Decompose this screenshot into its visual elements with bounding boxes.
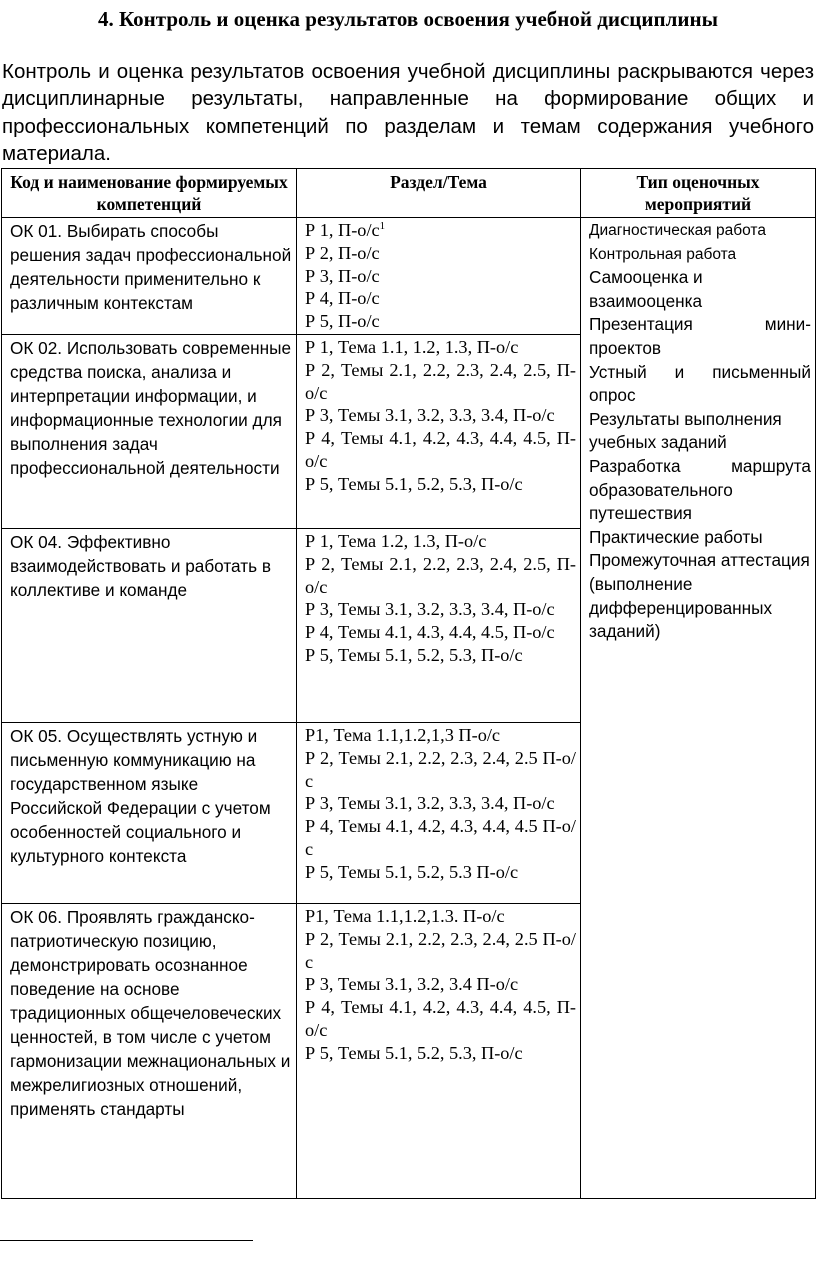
assessment-table (1, 168, 816, 1199)
topic-cell (297, 218, 581, 335)
topic-line: Р 5, Темы 5.1, 5.2, 5.3 П-о/с (305, 861, 519, 882)
topic-line: Р 2, Темы 2.1, 2.2, 2.3, 2.4, 2.5, П-о/с (305, 553, 576, 597)
topic-line: Р 5, П-о/с (305, 311, 380, 332)
table-row (2, 218, 816, 335)
footnote-separator (0, 1240, 253, 1241)
header-topic: Раздел/Тема (297, 169, 581, 218)
topic-line: Р 5, Темы 5.1, 5.2, 5.3, П-о/с (305, 473, 523, 494)
topic-line: Р 2, П-о/с (305, 242, 380, 263)
assessment-item: Результаты выполнения учебных заданий (589, 408, 782, 453)
competence-cell: ОК 05. Осуществлять устную и письменную коммуникацию на государственном языке Российской Федерации с учетом особенностей социального и культурного контекста (2, 723, 297, 904)
topic-line: Р 1, Тема 1.1, 1.2, 1.3, П-о/с (305, 337, 519, 357)
topic-line: Р 5, Темы 5.1, 5.2, 5.3, П-о/с (305, 644, 523, 665)
intro-paragraph: Контроль и оценка результатов освоения учебной дисциплины раскрываются через дисциплинарные результаты, направленные на формирование общих и профессиональных компетенций по разделам и темам содержания учебного материала. (2, 60, 814, 165)
topic-line: Р 4, П-о/с (305, 288, 380, 309)
competence-cell: ОК 02. Использовать современные средства поиска, анализа и интерпретации информации, и информационные технологии для выполнения задач профессиональной деятельности (2, 335, 297, 529)
assessment-item: Презентация мини-проектов (589, 314, 811, 358)
topic-line: Р 4, Темы 4.1, 4.2, 4.3, 4.4, 4.5 П-о/с (305, 816, 576, 859)
assessment-types-cell (581, 218, 816, 1199)
topic-line: Р 1, П-о/с$^1$ (305, 219, 386, 240)
topic-line: Р 1, Тема 1.2, 1.3, П-о/с (305, 531, 487, 551)
topic-cell (297, 529, 581, 723)
header-competence: Код и наименование формируемых компетенций (2, 169, 297, 218)
table-header-row (2, 169, 816, 218)
assessment-item: Диагностическая работа (589, 222, 766, 239)
topic-line: Р 3, Темы 3.1, 3.2, 3.4 П-о/с (305, 974, 519, 995)
topic-cell (297, 904, 581, 1199)
topic-line: Р 2, Темы 2.1, 2.2, 2.3, 2.4, 2.5 П-о/с (305, 747, 576, 791)
topic-line: Р 5, Темы 5.1, 5.2, 5.3, П-о/с (305, 1042, 523, 1063)
assessment-item: Практические работы (589, 526, 763, 547)
competence-cell: ОК 06. Проявлять гражданско-патриотическую позицию, демонстрировать осознанное поведение на основе традиционных общечеловеческих ценностей, в том числе с учетом гармонизации межнациональных и межрелигиозных отношений, применять стандарты (2, 904, 297, 1199)
header-assessment: Тип оценочных мероприятий (581, 169, 816, 218)
assessment-item: Самооценка и взаимооценка (589, 267, 703, 311)
topic-line: Р 3, Темы 3.1, 3.2, 3.3, 3.4, П-о/с (305, 793, 555, 814)
topic-line: Р 4, Темы 4.1, 4.3, 4.4, 4.5, П-о/с (305, 622, 555, 643)
competence-cell: ОК 01. Выбирать способы решения задач профессиональной деятельности применительно к различным контекстам (2, 218, 297, 335)
topic-cell (297, 335, 581, 529)
assessment-item: Промежуточная аттестация (выполнение дифференцированных заданий) (589, 550, 810, 642)
topic-line: Р 4, Темы 4.1, 4.2, 4.3, 4.4, 4.5, П-о/с (305, 997, 576, 1040)
topic-line: Р 3, П-о/с (305, 265, 380, 286)
topic-line: Р1, Тема 1.1,1.2,1.3. П-о/с (305, 906, 505, 926)
footnote-mark: 1 (379, 219, 386, 232)
topic-line: Р 2, Темы 2.1, 2.2, 2.3, 2.4, 2.5, П-о/с (305, 359, 576, 403)
topic-line: Р 3, Темы 3.1, 3.2, 3.3, 3.4, П-о/с (305, 405, 555, 426)
topic-cell (297, 723, 581, 904)
competence-cell: ОК 04. Эффективно взаимодействовать и работать в коллективе и команде (2, 529, 297, 723)
topic-line: Р 3, Темы 3.1, 3.2, 3.3, 3.4, П-о/с (305, 599, 555, 620)
topic-line: Р 4, Темы 4.1, 4.2, 4.3, 4.4, 4.5, П-о/с (305, 428, 576, 471)
section-heading: 4. Контроль и оценка результатов освоения учебной дисциплины (98, 7, 718, 31)
assessment-item: Контрольная работа (589, 245, 737, 263)
assessment-item: Разработка маршрута образовательного путешествия (589, 455, 811, 524)
topic-line: Р1, Тема 1.1,1.2,1,3 П-о/с (305, 725, 501, 745)
topic-line: Р 2, Темы 2.1, 2.2, 2.3, 2.4, 2.5 П-о/с (305, 928, 576, 972)
assessment-item: Устный и письменный опрос (589, 361, 811, 406)
